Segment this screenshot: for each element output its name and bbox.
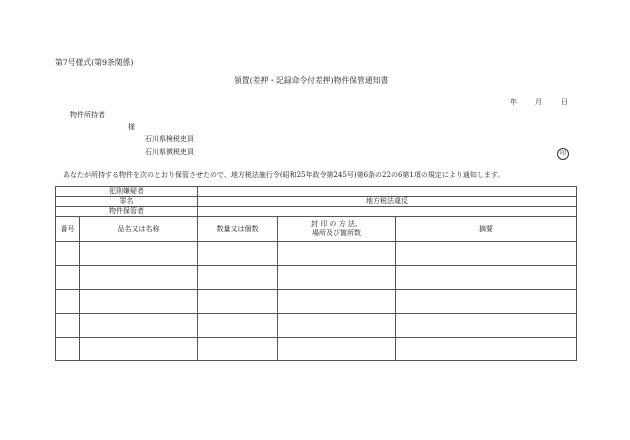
table-row: [56, 314, 577, 338]
header-seal-method-line1: 封 印 の 方 法、: [311, 220, 362, 229]
custodian-value: [198, 207, 577, 217]
table-row: [56, 266, 577, 290]
charge-value: 地方税法違反: [198, 197, 577, 207]
table-row: [56, 338, 577, 361]
form-number: 第7号様式(第9条関係): [55, 58, 134, 67]
notice-text: あなたが所持する物件を次のとおり保管させたので、地方税法施行令(昭和25年政令第245号)第6条の22の6第1項の規定により通知します。: [63, 171, 505, 179]
property-table: [55, 186, 577, 361]
document-title: 領置(差押・記録命令付差押)物件保管通知書: [234, 76, 389, 85]
charge-row: [56, 197, 577, 207]
date-month: 月: [535, 98, 542, 106]
charge-label: 罪名: [56, 197, 198, 207]
official-title-2: 石川県徴税吏員: [145, 148, 194, 156]
custodian-row: [56, 207, 577, 217]
seal-mark-icon: 印: [557, 148, 569, 160]
custodian-label: 物件保管者: [56, 207, 198, 217]
recipient-label: 物件所持者: [70, 111, 105, 119]
date-day: 日: [561, 98, 568, 106]
header-item-name: 品名又は名称: [80, 217, 198, 242]
header-seal-method: [278, 217, 396, 242]
column-header-row: [56, 217, 577, 242]
suspect-value: [198, 187, 577, 197]
sama-suffix: 様: [128, 123, 135, 131]
table-row: [56, 290, 577, 314]
official-title-1: 石川県検税吏員: [145, 135, 194, 143]
suspect-label: 犯則嫌疑者: [56, 187, 198, 197]
header-number: 番号: [56, 217, 80, 242]
header-seal-method-line2: 場所及び箇所数: [312, 229, 361, 237]
table-row: [56, 242, 577, 266]
header-quantity: 数量又は個数: [198, 217, 278, 242]
date-year: 年: [510, 98, 517, 106]
header-remarks: 摘要: [396, 217, 577, 242]
suspect-row: [56, 187, 577, 197]
